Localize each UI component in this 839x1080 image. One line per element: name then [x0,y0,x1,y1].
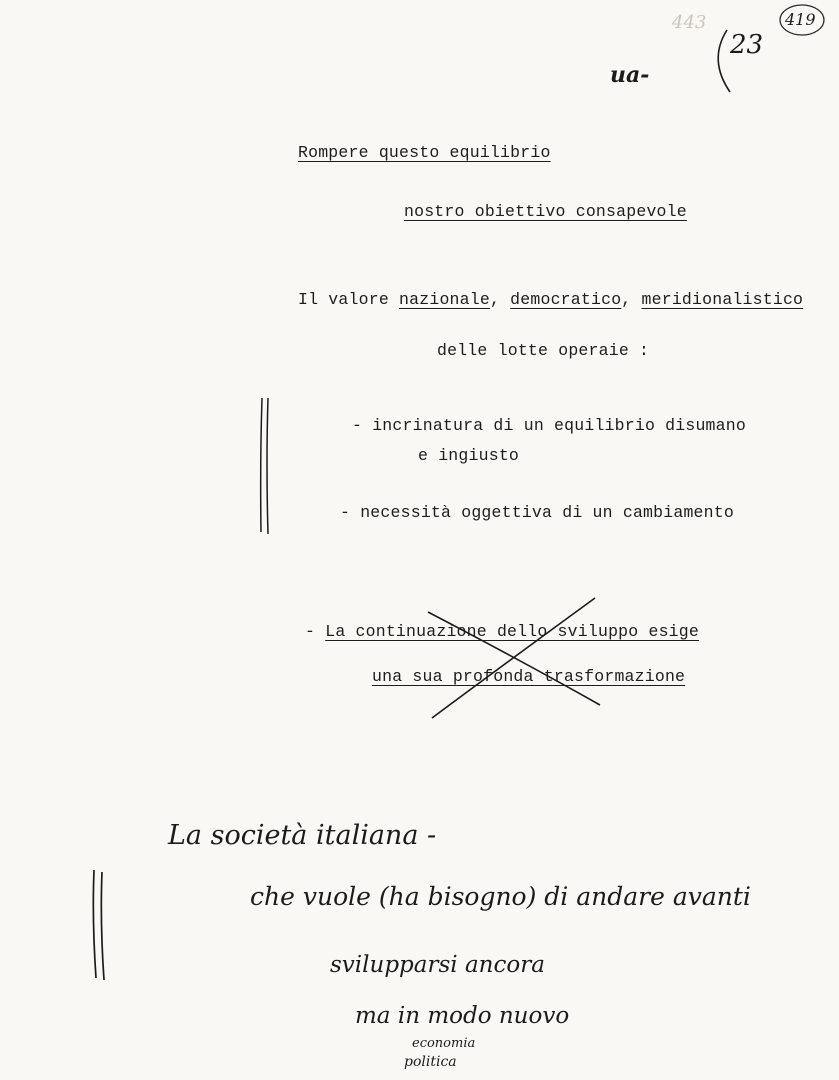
margin-double-bar-1b [267,398,268,534]
circle-around-number [780,5,824,35]
margin-double-bar-2 [93,870,96,978]
struck-line-trasformazione: una sua profonda trasformazione [372,667,686,686]
sep-2: , [621,290,642,309]
handwritten-line-3: svilupparsi ancora [330,952,545,978]
faint-page-number: 443 [672,12,707,33]
bullet-incrinatura: - incrinatura di un equilibrio disumano [352,416,746,435]
typed-line-lotte: delle lotte operaie : [437,341,650,360]
handwritten-note-1: economia [412,1036,476,1051]
struck-dash: - [305,622,326,641]
handwritten-note-2: politica [404,1054,457,1070]
strike-cross-2 [432,598,595,718]
handwritten-line-4: ma in modo nuovo [355,1003,570,1029]
word-democratico: democratico [510,290,622,309]
handwritten-line-1: La società italiana - [168,820,437,851]
initials-mark: ua- [610,62,650,88]
word-nazionale: nazionale [399,290,490,309]
circled-page-number: 419 [785,10,816,29]
margin-double-bar-1 [261,398,262,532]
typed-line-obiettivo: nostro obiettivo consapevole [404,202,687,221]
page-number-handwritten: 23 [730,30,764,60]
sep-1: , [489,290,511,309]
bullet-incrinatura-cont: e ingiusto [418,446,520,465]
valore-intro: Il valore [298,290,400,309]
typed-line-rompere: Rompere questo equilibrio [298,143,551,162]
struck-text-1: La continuazione dello sviluppo esige [325,622,699,641]
strike-cross-1 [428,612,600,705]
handwritten-paren [718,30,730,92]
handwritten-line-2: che vuole (ha bisogno) di andare avanti [250,882,751,911]
word-meridionalistico: meridionalistico [641,290,804,309]
margin-double-bar-2b [101,872,104,980]
bullet-necessita: - necessità oggettiva di un cambiamento [340,503,734,522]
